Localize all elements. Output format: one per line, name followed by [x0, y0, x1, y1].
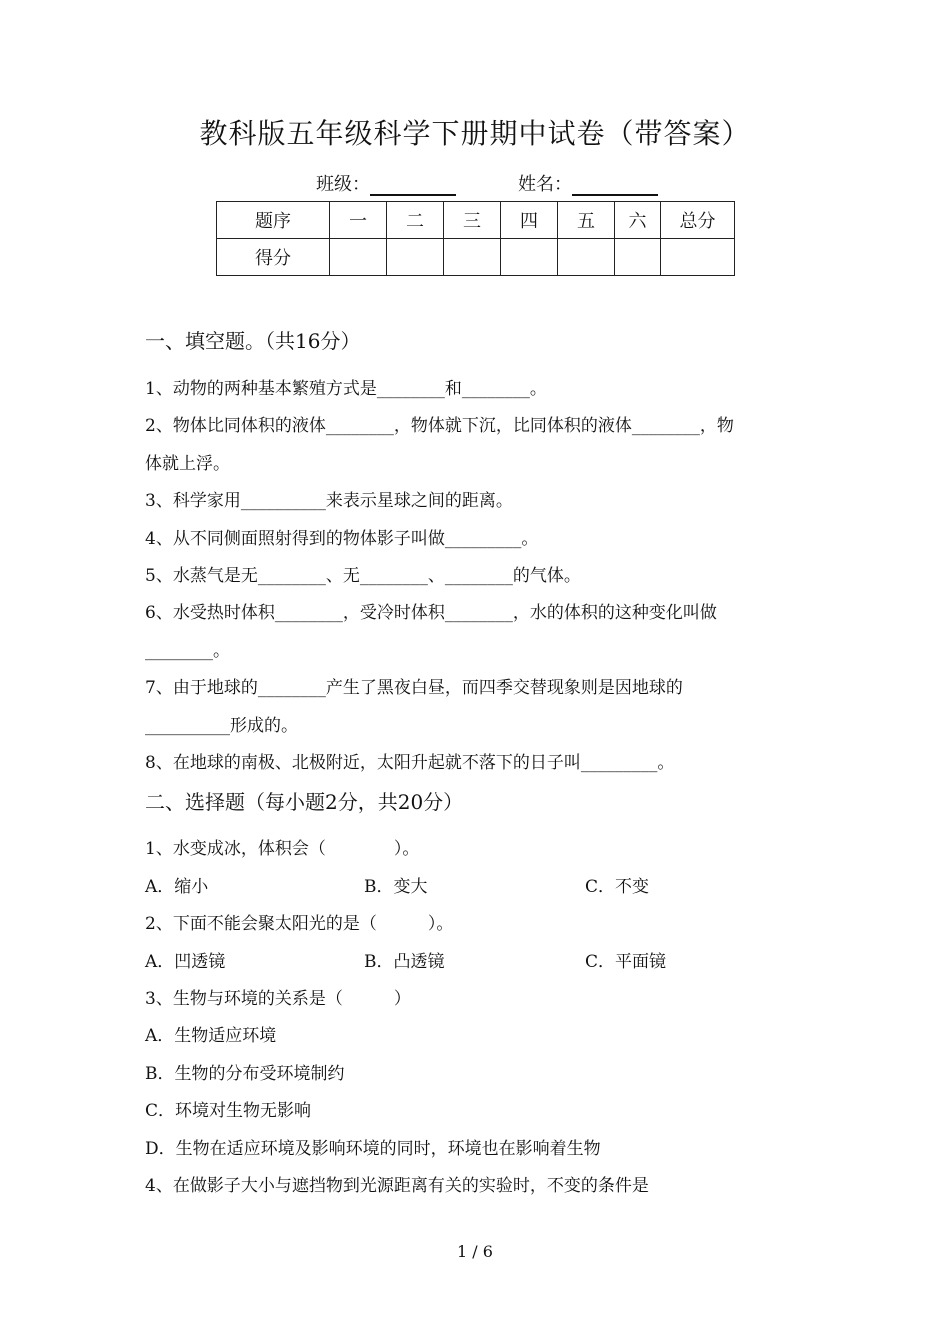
name-field [518, 170, 658, 196]
page-number: 1 / 6 [457, 1242, 493, 1261]
score-table-header-row [217, 202, 735, 239]
score-table [216, 201, 735, 276]
option-c[interactable]: C．不变 [585, 877, 650, 897]
class-label: 班级： [316, 174, 370, 195]
choice-question-stem: 2、下面不能会聚太阳光的是（ ）。 [145, 914, 454, 934]
name-blank[interactable] [572, 176, 658, 196]
section1-heading: 一、填空题。（共16分） [145, 329, 361, 353]
score-header-cell: 三 [444, 202, 501, 239]
option-a[interactable]: A．生物适应环境 [145, 1026, 277, 1046]
option-c[interactable]: C．平面镜 [585, 952, 667, 972]
section2-heading: 二、选择题（每小题2分，共20分） [145, 790, 464, 814]
score-cell[interactable] [661, 239, 735, 276]
fill-question-line: 7、由于地球的________产生了黑夜白昼，而四季交替现象则是因地球的 [145, 678, 683, 698]
score-header-cell: 六 [615, 202, 661, 239]
choice-question-stem: 1、水变成冰，体积会（ ）。 [145, 839, 420, 859]
score-row-label: 得分 [217, 239, 330, 276]
score-table-score-row [217, 239, 735, 276]
score-header-cell: 总分 [661, 202, 735, 239]
fill-question-line: __________形成的。 [145, 716, 298, 736]
fill-question-line: 4、从不同侧面照射得到的物体影子叫做_________。 [145, 529, 539, 549]
class-blank[interactable] [370, 176, 456, 196]
score-header-cell: 二 [387, 202, 444, 239]
score-cell[interactable] [501, 239, 558, 276]
fill-question-line: 2、物体比同体积的液体________，物体就下沉，比同体积的液体________，物 [145, 416, 734, 436]
score-cell[interactable] [387, 239, 444, 276]
fill-question-line: 6、水受热时体积________，受冷时体积________，水的体积的这种变化叫做 [145, 603, 717, 623]
fill-question-line: 3、科学家用__________来表示星球之间的距离。 [145, 491, 513, 511]
option-c[interactable]: C．环境对生物无影响 [145, 1101, 312, 1121]
score-header-cell: 一 [330, 202, 387, 239]
score-header-cell: 五 [558, 202, 615, 239]
fill-question-line: 8、在地球的南极、北极附近，太阳升起就不落下的日子叫_________。 [145, 753, 675, 773]
option-a[interactable]: A．缩小 [145, 877, 209, 897]
score-cell[interactable] [615, 239, 661, 276]
choice-question-stem: 4、在做影子大小与遮挡物到光源距离有关的实验时，不变的条件是 [145, 1176, 649, 1196]
option-b[interactable]: B．生物的分布受环境制约 [145, 1064, 345, 1084]
option-b[interactable]: B．凸透镜 [364, 952, 445, 972]
option-b[interactable]: B．变大 [364, 877, 428, 897]
fill-question-line: 5、水蒸气是无________、无________、________的气体。 [145, 566, 581, 586]
class-field [316, 170, 456, 196]
name-label: 姓名： [518, 174, 572, 195]
fill-question-line: 体就上浮。 [145, 454, 230, 474]
option-d[interactable]: D．生物在适应环境及影响环境的同时，环境也在影响着生物 [145, 1139, 601, 1159]
fill-question-line: 1、动物的两种基本繁殖方式是________和________。 [145, 379, 547, 399]
choice-question-stem: 3、生物与环境的关系是（ ） [145, 989, 411, 1009]
score-cell[interactable] [444, 239, 501, 276]
score-header-cell: 题序 [217, 202, 330, 239]
option-a[interactable]: A．凹透镜 [145, 952, 226, 972]
score-cell[interactable] [330, 239, 387, 276]
score-cell[interactable] [558, 239, 615, 276]
fill-question-line: ________。 [145, 641, 230, 661]
page-title: 教科版五年级科学下册期中试卷（带答案） [199, 117, 751, 150]
score-header-cell: 四 [501, 202, 558, 239]
